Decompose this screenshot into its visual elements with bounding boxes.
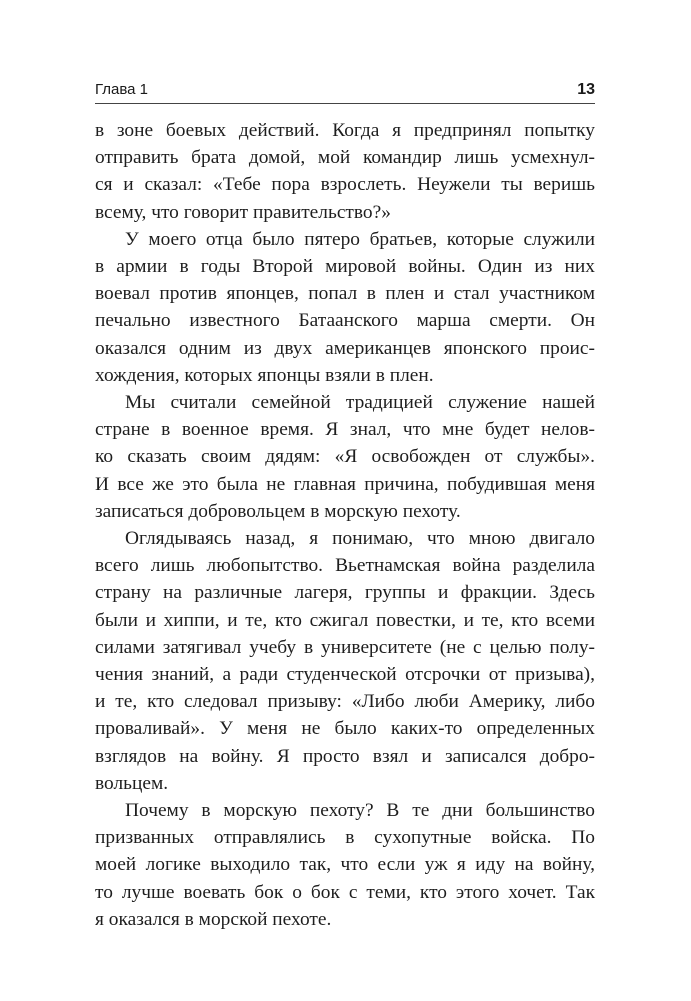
text-line: я оказался в морской пехоте. — [95, 908, 332, 930]
page-number: 13 — [577, 81, 595, 98]
text-line: и те, кто следовал призыву: «Либо люби Америку, либо — [95, 691, 595, 713]
text-line: силами затягивал учебу в университете (не с целью полу- — [95, 636, 595, 658]
text-line: всему, что говорит правительство?» — [95, 201, 391, 223]
text-line: ся и сказал: «Тебе пора взрослеть. Неужели ты веришь — [95, 174, 595, 196]
text-line: вольцем. — [95, 772, 169, 794]
text-line: У моего отца было пятеро братьев, которые служили — [125, 228, 595, 250]
text-line: были и хиппи, и те, кто сжигал повестки, и те, кто всеми — [95, 609, 595, 631]
text-line: Мы считали семейной традицией служение нашей — [125, 392, 595, 414]
text-line: ко сказать своим дядям: «Я освобожден от службы». — [95, 446, 595, 468]
text-line: воевал против японцев, попал в плен и стал участником — [95, 283, 595, 305]
text-line: стране в военное время. Я знал, что мне будет нелов- — [95, 419, 595, 441]
text-line: И все же это была не главная причина, побудившая меня — [95, 473, 595, 495]
text-line: всего лишь любопытство. Вьетнамская война разделила — [95, 555, 595, 577]
text-line: отправить брата домой, мой командир лишь усмехнул- — [95, 147, 595, 169]
text-line: записаться добровольцем в морскую пехоту. — [95, 500, 461, 522]
header-divider — [95, 103, 595, 104]
text-line: в армии в годы Второй мировой войны. Один из них — [95, 256, 595, 278]
text-line: Почему в морскую пехоту? В те дни большинство — [125, 800, 595, 822]
text-line: проваливай». У меня не было каких-то определенных — [95, 718, 595, 740]
text-line: хождения, которых японцы взяли в плен. — [95, 364, 434, 386]
paragraph-4 — [95, 525, 595, 797]
text-line: печально известного Батаанского марша смерти. Он — [95, 310, 595, 332]
running-head — [95, 80, 595, 104]
text-line: моей логике выходило так, что если уж я иду на войну, — [95, 854, 595, 876]
text-line: в зоне боевых действий. Когда я предпринял попытку — [95, 120, 595, 141]
chapter-label: Глава 1 — [95, 81, 149, 98]
text-line: призванных отправлялись в сухопутные войска. По — [95, 827, 595, 849]
text-line: Оглядываясь назад, я понимаю, что мною двигало — [125, 528, 595, 550]
paragraph-1 — [95, 117, 595, 226]
text-line: чения знаний, а ради студенческой отсрочки от призыва), — [95, 664, 595, 686]
text-line: оказался одним из двух американцев японского проис- — [95, 337, 595, 359]
paragraph-5 — [95, 797, 595, 933]
paragraph-2 — [95, 226, 595, 389]
body-text — [95, 117, 595, 933]
text-line: взглядов на войну. Я просто взял и записался добро- — [95, 745, 595, 767]
paragraph-3 — [95, 389, 595, 525]
text-line: страну на различные лагеря, группы и фракции. Здесь — [95, 582, 595, 604]
text-line: то лучше воевать бок о бок с теми, кто этого хочет. Так — [95, 881, 595, 903]
